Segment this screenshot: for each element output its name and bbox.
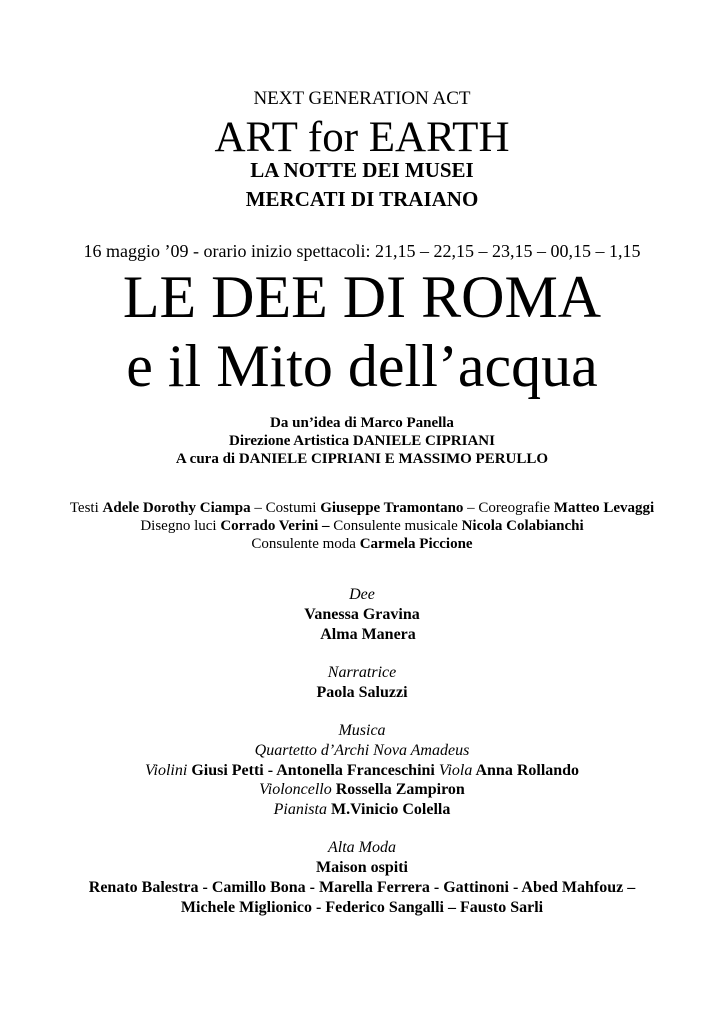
luci-name: Corrado Verini – bbox=[220, 518, 330, 534]
event-name: LA NOTTE DEI MUSEI bbox=[250, 158, 474, 182]
dee-name-2: Alma Manera bbox=[320, 626, 416, 643]
credit-direction: Direzione Artistica DANIELE CIPRIANI bbox=[229, 433, 495, 449]
act-heading: NEXT GENERATION ACT bbox=[253, 88, 471, 109]
venue-name: MERCATI DI TRAIANO bbox=[245, 187, 479, 211]
dee-name-1: Vanessa Gravina bbox=[304, 606, 420, 623]
staff-line-2 bbox=[0, 519, 724, 534]
pianista-name: M.Vinicio Colella bbox=[326, 801, 451, 818]
staff-line-3 bbox=[0, 537, 724, 552]
narratrice-heading: Narratrice bbox=[327, 664, 397, 681]
moda-consultant-label: Consulente moda bbox=[251, 536, 360, 552]
credit-curated: A cura di DANIELE CIPRIANI E MASSIMO PERULLO bbox=[175, 451, 549, 467]
maison-heading: Maison ospiti bbox=[315, 859, 408, 876]
testi-label: Testi bbox=[69, 500, 103, 516]
narratrice-name: Paola Saluzzi bbox=[316, 684, 408, 701]
dee-heading: Dee bbox=[349, 586, 375, 603]
violini-line bbox=[0, 763, 724, 779]
coreografie-label: – Coreografie bbox=[463, 500, 554, 516]
viola-name: Anna Rollando bbox=[472, 762, 580, 779]
musicale-label: Consulente musicale bbox=[329, 518, 462, 534]
art-for-earth-title: ART for EARTH bbox=[214, 114, 510, 161]
musica-heading: Musica bbox=[338, 722, 386, 739]
pianista-line bbox=[0, 802, 724, 818]
show-title-line-2: e il Mito dell’acqua bbox=[126, 333, 598, 399]
violini-names: Giusi Petti - Antonella Franceschini bbox=[187, 762, 439, 779]
testi-name: Adele Dorothy Ciampa bbox=[102, 500, 251, 516]
staff-line-1 bbox=[0, 501, 724, 516]
show-title-line-1: LE DEE DI ROMA bbox=[122, 264, 602, 330]
violini-label: Violini bbox=[144, 762, 188, 779]
violoncello-line bbox=[0, 782, 724, 798]
designers-line-1: Renato Balestra - Camillo Bona - Marella Ferrera - Gattinoni - Abed Mahfouz – bbox=[88, 879, 636, 896]
quartet-name: Quartetto d’Archi Nova Amadeus bbox=[254, 742, 470, 759]
moda-consultant-name: Carmela Piccione bbox=[359, 536, 473, 552]
violoncello-label: Violoncello bbox=[259, 781, 332, 798]
musicale-name: Nicola Colabianchi bbox=[461, 518, 584, 534]
costumi-label: – Costumi bbox=[250, 500, 321, 516]
pianista-label: Pianista bbox=[273, 801, 327, 818]
alta-moda-heading: Alta Moda bbox=[328, 839, 396, 856]
violoncello-name: Rossella Zampiron bbox=[331, 781, 465, 798]
designers-line-2: Michele Miglionico - Federico Sangalli – Fausto Sarli bbox=[180, 899, 544, 916]
luci-label: Disegno luci bbox=[140, 518, 221, 534]
viola-label: Viola bbox=[438, 762, 473, 779]
costumi-name: Giuseppe Tramontano bbox=[320, 500, 464, 516]
date-schedule: 16 maggio ’09 - orario inizio spettacoli: 21,15 – 22,15 – 23,15 – 00,15 – 1,15 bbox=[83, 241, 641, 261]
coreografie-name: Matteo Levaggi bbox=[553, 500, 655, 516]
credit-idea: Da un’idea di Marco Panella bbox=[270, 415, 454, 431]
